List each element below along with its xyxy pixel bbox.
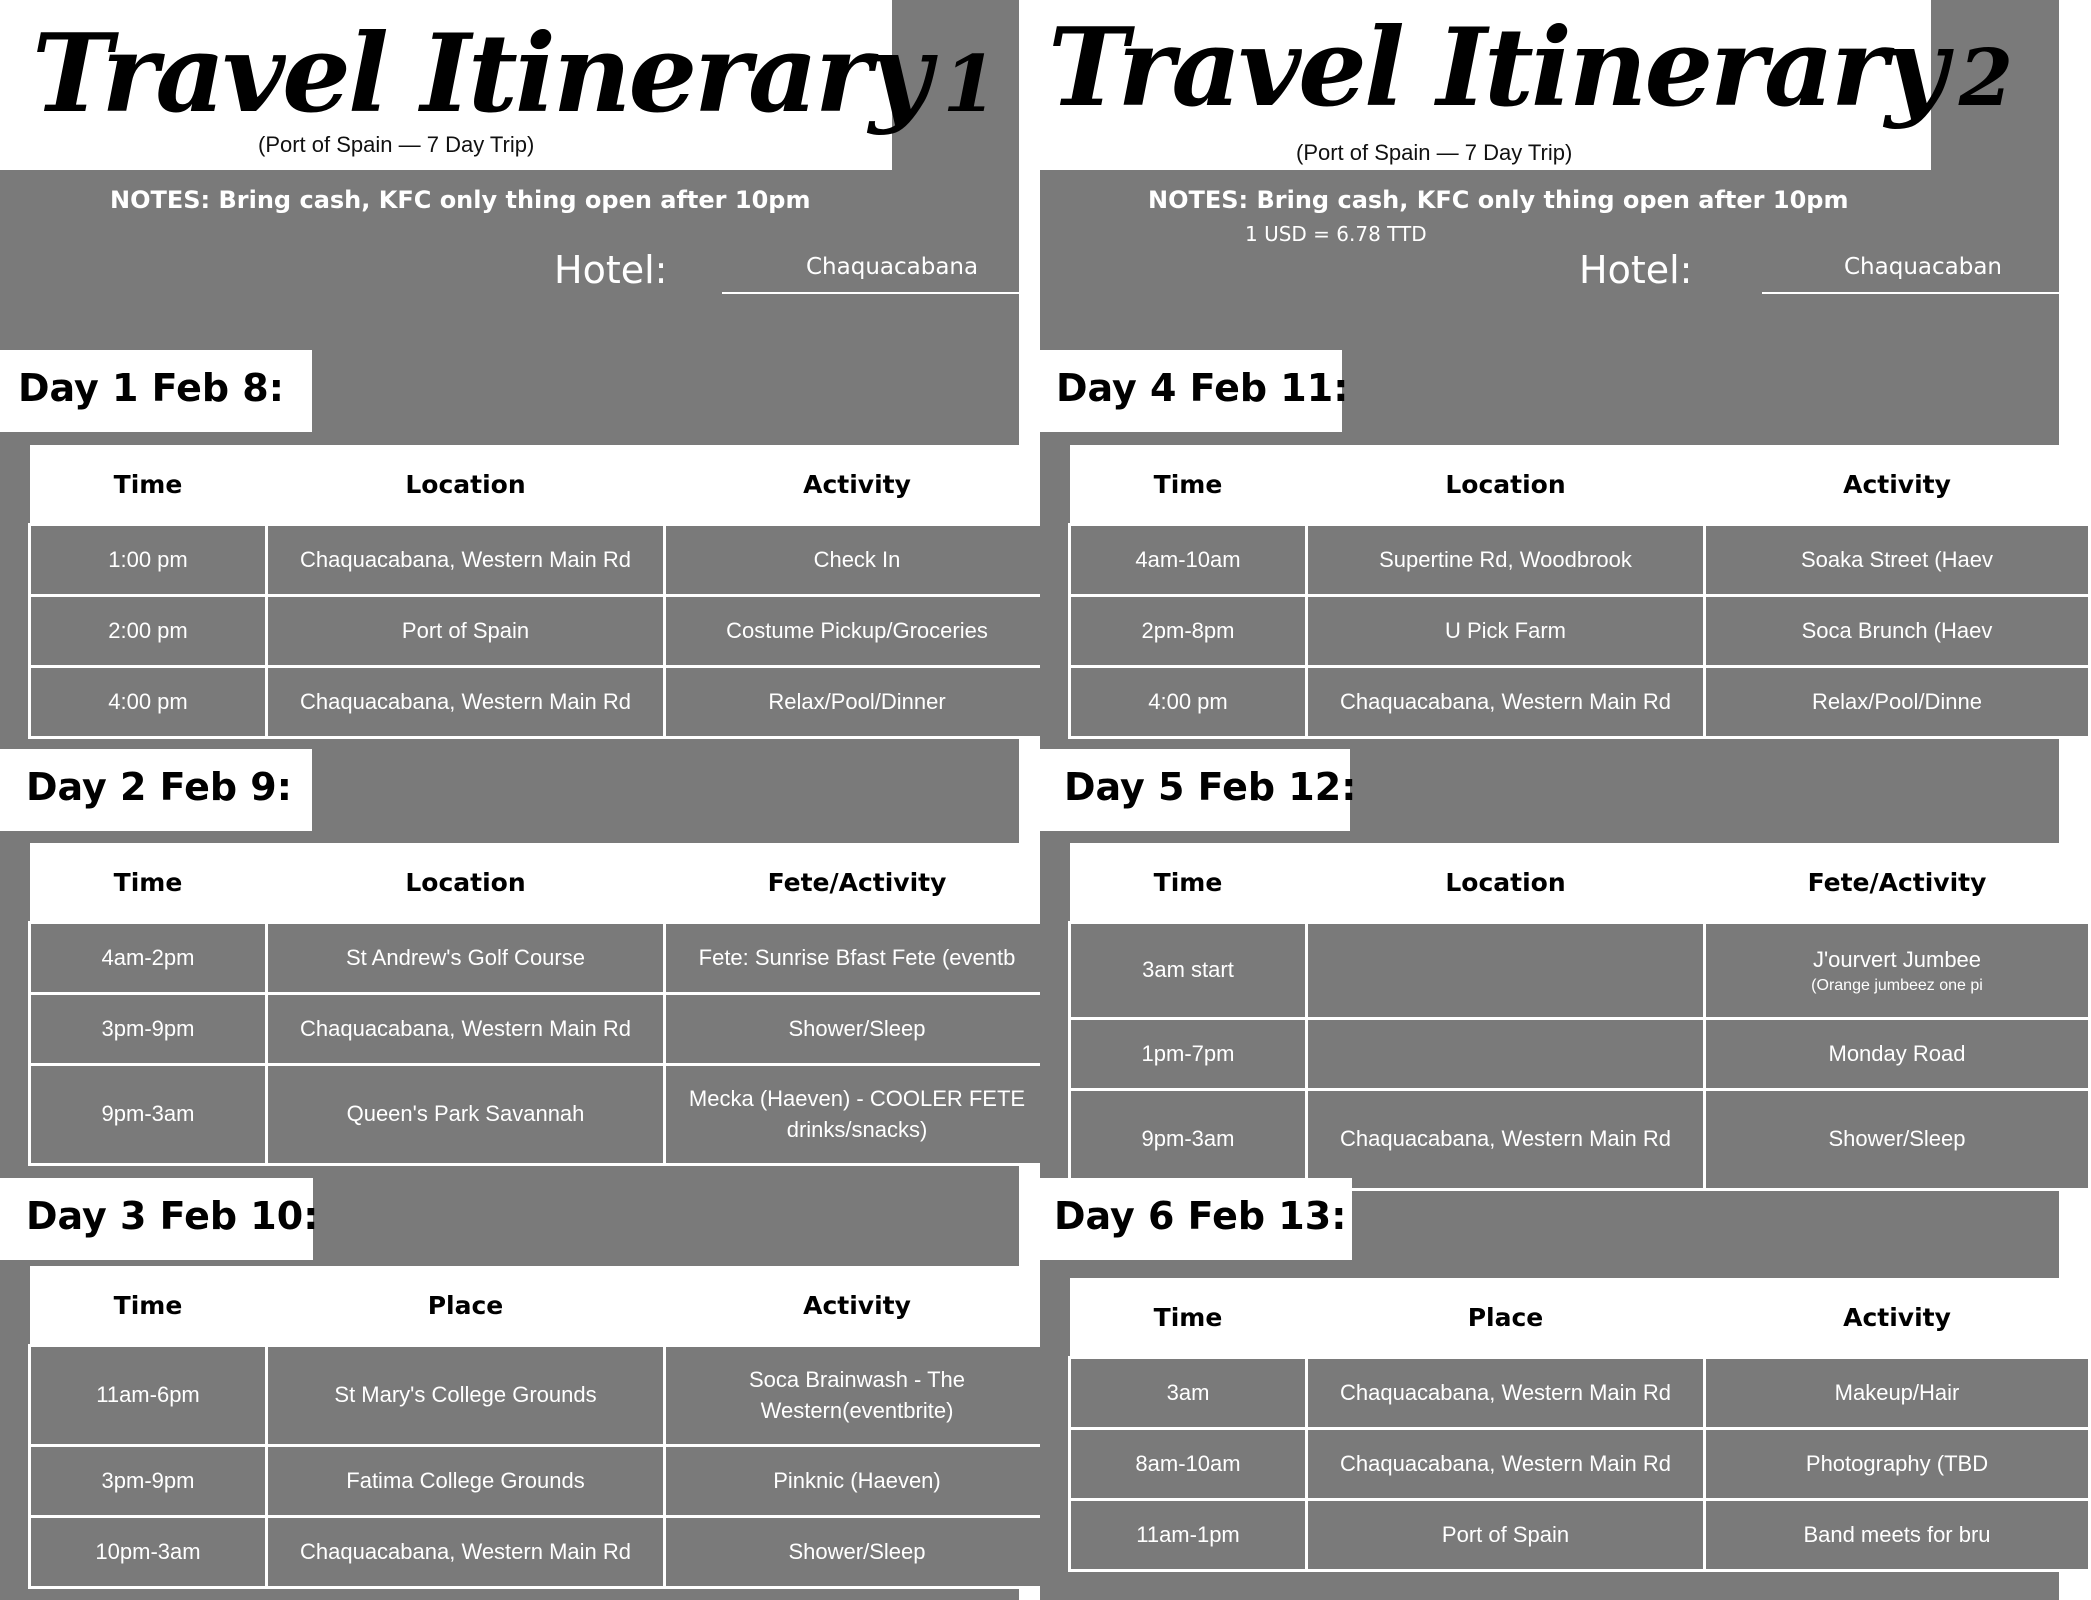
day-heading-box bbox=[1040, 1178, 1352, 1260]
cell-activity: Fete: Sunrise Bfast Fete (eventb bbox=[665, 923, 1050, 994]
day-heading-box bbox=[1040, 350, 1349, 432]
table-row bbox=[1070, 1500, 2090, 1571]
cell-location: Supertine Rd, Woodbrook bbox=[1307, 525, 1705, 596]
cell-activity: Relax/Pool/Dinner bbox=[665, 667, 1050, 738]
cell-activity: Check In bbox=[665, 525, 1050, 596]
header-activity: Fete/Activity bbox=[1705, 843, 2090, 923]
title-text: Travel Itinerary bbox=[32, 11, 929, 137]
table-row bbox=[1070, 596, 2090, 667]
cell-location bbox=[1307, 1019, 1705, 1090]
cell-activity: Makeup/Hair bbox=[1705, 1358, 2090, 1429]
day-title: Day 2 Feb 9: bbox=[26, 765, 292, 809]
table-row bbox=[1070, 525, 2090, 596]
cell-time: 8am-10am bbox=[1070, 1429, 1307, 1500]
day-title: Day 6 Feb 13: bbox=[1054, 1194, 1347, 1238]
table-row bbox=[30, 525, 1050, 596]
header-activity: Activity bbox=[1705, 1278, 2090, 1358]
header-activity: Fete/Activity bbox=[665, 843, 1050, 923]
cell-time: 11am-1pm bbox=[1070, 1500, 1307, 1571]
cell-time: 3pm-9pm bbox=[30, 1446, 267, 1517]
header-time: Time bbox=[1070, 1278, 1307, 1358]
itinerary-page-1 bbox=[0, 0, 1026, 1600]
title-banner bbox=[0, 0, 994, 170]
cell-time: 2:00 pm bbox=[30, 596, 267, 667]
table-header-row bbox=[1070, 843, 2090, 923]
schedule-table bbox=[1068, 843, 2091, 1191]
cell-time: 10pm-3am bbox=[30, 1517, 267, 1588]
cell-location bbox=[1307, 923, 1705, 1019]
cell-activity: Mecka (Haeven) - COOLER FETE drinks/snacks) bbox=[665, 1065, 1050, 1165]
page-title bbox=[1048, 4, 2010, 134]
cell-location: U Pick Farm bbox=[1307, 596, 1705, 667]
schedule-table bbox=[28, 445, 1051, 739]
header-location: Location bbox=[267, 445, 665, 525]
cell-activity bbox=[1705, 923, 2090, 1019]
cell-activity: Pinknic (Haeven) bbox=[665, 1446, 1050, 1517]
table-header-row bbox=[1070, 445, 2090, 525]
cell-location: Port of Spain bbox=[267, 596, 665, 667]
header-time: Time bbox=[30, 445, 267, 525]
table-header-row bbox=[30, 1266, 1050, 1346]
cell-activity: Monday Road bbox=[1705, 1019, 2090, 1090]
cell-location: Fatima College Grounds bbox=[267, 1446, 665, 1517]
schedule-table bbox=[28, 1266, 1051, 1589]
header-time: Time bbox=[1070, 445, 1307, 525]
cell-activity: Soaka Street (Haev bbox=[1705, 525, 2090, 596]
cell-location: Chaquacabana, Western Main Rd bbox=[267, 667, 665, 738]
cell-location: Chaquacabana, Western Main Rd bbox=[267, 1517, 665, 1588]
table-row bbox=[1070, 1429, 2090, 1500]
table-row bbox=[30, 923, 1050, 994]
hotel-value: Chaquacaban bbox=[1844, 254, 2003, 280]
table-row bbox=[30, 994, 1050, 1065]
cell-time: 3am start bbox=[1070, 923, 1307, 1019]
day-heading-box bbox=[0, 350, 312, 432]
table-row bbox=[1070, 1090, 2090, 1190]
cell-activity: Band meets for bru bbox=[1705, 1500, 2090, 1571]
cell-time: 4:00 pm bbox=[30, 667, 267, 738]
page-title bbox=[32, 10, 994, 140]
table-header-row bbox=[1070, 1278, 2090, 1358]
activity-text: J'ourvert Jumbee bbox=[1812, 946, 1982, 972]
cell-location: Port of Spain bbox=[1307, 1500, 1705, 1571]
cell-activity: Shower/Sleep bbox=[665, 1517, 1050, 1588]
cell-location: St Mary's College Grounds bbox=[267, 1346, 665, 1446]
cell-time: 9pm-3am bbox=[1070, 1090, 1307, 1190]
day-heading-box bbox=[0, 749, 312, 831]
table-row bbox=[30, 1065, 1050, 1165]
table-row bbox=[1070, 1358, 2090, 1429]
exchange-rate: 1 USD = 6.78 TTD bbox=[1245, 222, 1427, 246]
cell-time: 4am-2pm bbox=[30, 923, 267, 994]
cell-time: 3pm-9pm bbox=[30, 994, 267, 1065]
hotel-label: Hotel: bbox=[1579, 248, 1693, 292]
notes-text: NOTES: Bring cash, KFC only thing open after 10pm bbox=[1148, 186, 1849, 214]
header-location: Place bbox=[1307, 1278, 1705, 1358]
table-row bbox=[30, 596, 1050, 667]
cell-location: Chaquacabana, Western Main Rd bbox=[267, 994, 665, 1065]
schedule-table bbox=[1068, 445, 2091, 739]
table-row bbox=[30, 667, 1050, 738]
cell-activity: Photography (TBD bbox=[1705, 1429, 2090, 1500]
day-title: Day 1 Feb 8: bbox=[18, 366, 284, 410]
hotel-label: Hotel: bbox=[554, 248, 668, 292]
table-row bbox=[30, 1517, 1050, 1588]
schedule-table bbox=[28, 843, 1051, 1166]
title-banner bbox=[1040, 0, 2010, 170]
cell-location: Queen's Park Savannah bbox=[267, 1065, 665, 1165]
table-row bbox=[30, 1346, 1050, 1446]
table-header-row bbox=[30, 445, 1050, 525]
trip-subtitle: (Port of Spain — 7 Day Trip) bbox=[258, 132, 535, 157]
table-row bbox=[1070, 1019, 2090, 1090]
cell-location: Chaquacabana, Western Main Rd bbox=[267, 525, 665, 596]
header-time: Time bbox=[1070, 843, 1307, 923]
header-location: Place bbox=[267, 1266, 665, 1346]
hotel-value: Chaquacabana bbox=[806, 254, 979, 280]
cell-location: Chaquacabana, Western Main Rd bbox=[1307, 667, 1705, 738]
header-location: Location bbox=[1307, 445, 1705, 525]
day-title: Day 5 Feb 12: bbox=[1064, 765, 1357, 809]
day-title: Day 3 Feb 10: bbox=[26, 1194, 319, 1238]
table-row bbox=[1070, 667, 2090, 738]
header-time: Time bbox=[30, 1266, 267, 1346]
hotel-underline bbox=[1762, 292, 2062, 294]
title-number: 2 bbox=[1958, 33, 2010, 124]
cell-time: 2pm-8pm bbox=[1070, 596, 1307, 667]
header-activity: Activity bbox=[1705, 445, 2090, 525]
notes-text: NOTES: Bring cash, KFC only thing open after 10pm bbox=[110, 186, 811, 214]
table-row bbox=[1070, 923, 2090, 1019]
header-location: Location bbox=[1307, 843, 1705, 923]
itinerary-page-2 bbox=[1040, 0, 2059, 1600]
day-heading-box bbox=[0, 1178, 319, 1260]
activity-note: (Orange jumbeez one pi bbox=[1811, 976, 1983, 994]
cell-time: 4:00 pm bbox=[1070, 667, 1307, 738]
schedule-table bbox=[1068, 1278, 2091, 1572]
title-number: 1 bbox=[942, 39, 994, 130]
table-row bbox=[30, 1446, 1050, 1517]
cell-activity: Soca Brainwash - The Western(eventbrite) bbox=[665, 1346, 1050, 1446]
cell-activity: Soca Brunch (Haev bbox=[1705, 596, 2090, 667]
cell-location: St Andrew's Golf Course bbox=[267, 923, 665, 994]
cell-time: 3am bbox=[1070, 1358, 1307, 1429]
trip-subtitle: (Port of Spain — 7 Day Trip) bbox=[1296, 140, 1573, 165]
title-text: Travel Itinerary bbox=[1048, 5, 1945, 131]
header-activity: Activity bbox=[665, 1266, 1050, 1346]
header-location: Location bbox=[267, 843, 665, 923]
cell-activity: Costume Pickup/Groceries bbox=[665, 596, 1050, 667]
cell-location: Chaquacabana, Western Main Rd bbox=[1307, 1429, 1705, 1500]
cell-time: 1pm-7pm bbox=[1070, 1019, 1307, 1090]
cell-location: Chaquacabana, Western Main Rd bbox=[1307, 1090, 1705, 1190]
header-time: Time bbox=[30, 843, 267, 923]
header-activity: Activity bbox=[665, 445, 1050, 525]
cell-time: 1:00 pm bbox=[30, 525, 267, 596]
day-heading-box bbox=[1040, 749, 1357, 831]
cell-time: 4am-10am bbox=[1070, 525, 1307, 596]
cell-time: 9pm-3am bbox=[30, 1065, 267, 1165]
cell-activity: Shower/Sleep bbox=[665, 994, 1050, 1065]
cell-activity: Shower/Sleep bbox=[1705, 1090, 2090, 1190]
day-title: Day 4 Feb 11: bbox=[1056, 366, 1349, 410]
cell-location: Chaquacabana, Western Main Rd bbox=[1307, 1358, 1705, 1429]
table-header-row bbox=[30, 843, 1050, 923]
hotel-underline bbox=[722, 292, 1022, 294]
cell-activity: Relax/Pool/Dinne bbox=[1705, 667, 2090, 738]
cell-time: 11am-6pm bbox=[30, 1346, 267, 1446]
